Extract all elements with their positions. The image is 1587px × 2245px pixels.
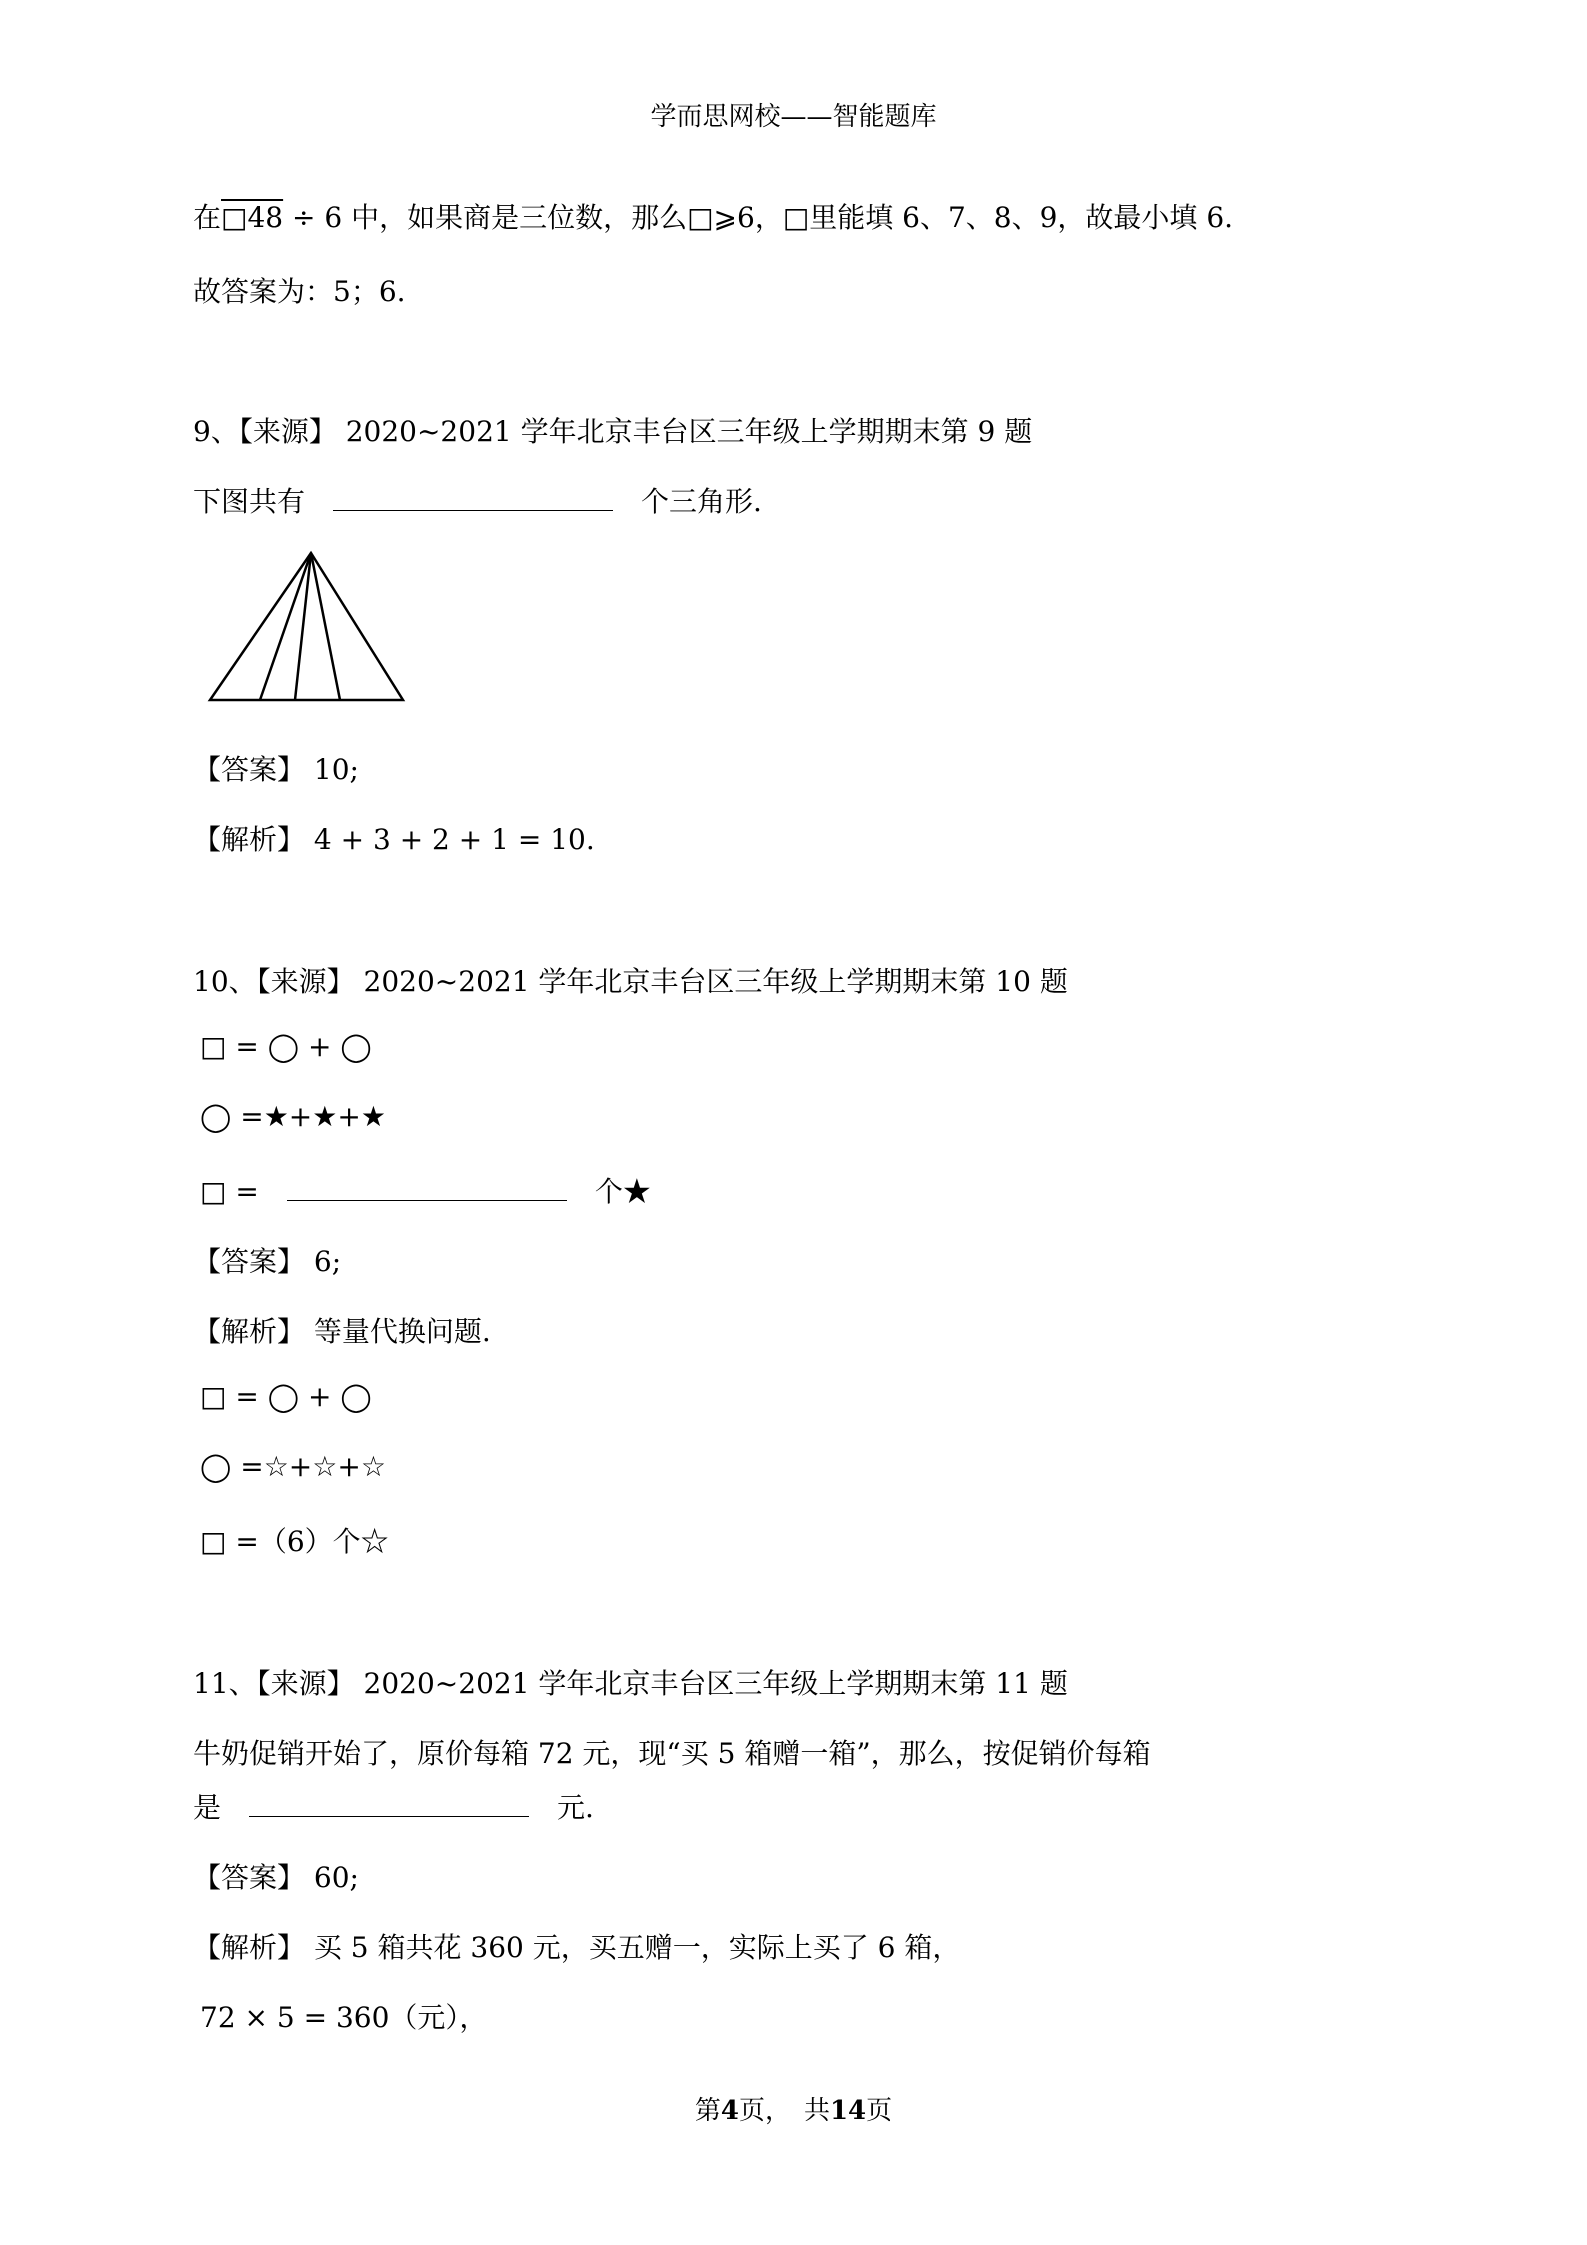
q11-stem-line2 <box>193 1786 594 1826</box>
q11-stem2-post: 元. <box>557 1791 594 1824</box>
q10-analysis-eq2: ◯ =☆+☆+☆ <box>200 1450 386 1483</box>
q10-source: 10、【来源】 2020~2021 学年北京丰台区三年级上学期期末第 10 题 <box>193 965 1068 998</box>
q11-stem2-pre: 是 <box>193 1791 222 1824</box>
q9-stem-pre: 下图共有 <box>193 485 306 518</box>
footer-page-number: 4 <box>720 2096 739 2126</box>
page-footer <box>0 2090 1587 2127</box>
outer-triangle <box>210 553 403 700</box>
q10-eq2: ◯ =★+★+★ <box>200 1100 386 1133</box>
prev-answer-line: 故答案为：5；6. <box>193 275 406 308</box>
page-header: 学而思网校——智能题库 <box>650 102 937 132</box>
q10-analysis-eq1: □ = ◯ + ◯ <box>200 1380 372 1413</box>
q10-answer: 【答案】 6; <box>193 1245 342 1278</box>
prev-line1-pre: 在 <box>193 201 222 234</box>
q11-answer: 【答案】 60; <box>193 1861 359 1894</box>
q10-answer-blank <box>287 1170 567 1201</box>
q9-stem-post: 个三角形. <box>641 485 762 518</box>
q11-source: 11、【来源】 2020~2021 学年北京丰台区三年级上学期期末第 11 题 <box>193 1667 1068 1700</box>
q9-answer: 【答案】 10; <box>193 753 359 786</box>
prev-line1-overline: □48 <box>221 201 284 234</box>
q10-eq1: □ = ◯ + ◯ <box>200 1030 372 1063</box>
q10-analysis: 【解析】 等量代换问题. <box>193 1315 491 1348</box>
q9-analysis: 【解析】 4 + 3 + 2 + 1 = 10. <box>193 823 595 856</box>
footer-mid: 页， 共 <box>738 2096 830 2126</box>
q10-eq3 <box>200 1170 651 1210</box>
q10-analysis-eq3: □ =（6）个☆ <box>200 1525 389 1558</box>
q9-source: 9、【来源】 2020~2021 学年北京丰台区三年级上学期期末第 9 题 <box>193 415 1033 448</box>
q9-stem <box>193 480 762 520</box>
q11-calc: 72 × 5 = 360（元）， <box>200 2001 488 2034</box>
footer-post: 页 <box>866 2096 893 2126</box>
q10-eq3-post: 个★ <box>594 1175 651 1208</box>
q10-eq3-pre: □ = <box>200 1175 259 1208</box>
prev-line1-post: ÷ 6 中，如果商是三位数，那么□⩾6，□里能填 6、7、8、9，故最小填 6. <box>283 201 1234 234</box>
q11-stem-line1: 牛奶促销开始了，原价每箱 72 元，现“买 5 箱赠一箱”，那么，按促销价每箱 <box>193 1737 1151 1770</box>
q11-answer-blank <box>249 1786 529 1817</box>
footer-pre: 第 <box>694 2096 721 2126</box>
q11-analysis: 【解析】 买 5 箱共花 360 元，买五赠一，实际上买了 6 箱， <box>193 1931 961 1964</box>
footer-total-pages: 14 <box>829 2096 867 2126</box>
prev-analysis-line <box>193 196 1233 236</box>
triangle-figure <box>205 548 415 708</box>
q9-answer-blank <box>333 480 613 511</box>
